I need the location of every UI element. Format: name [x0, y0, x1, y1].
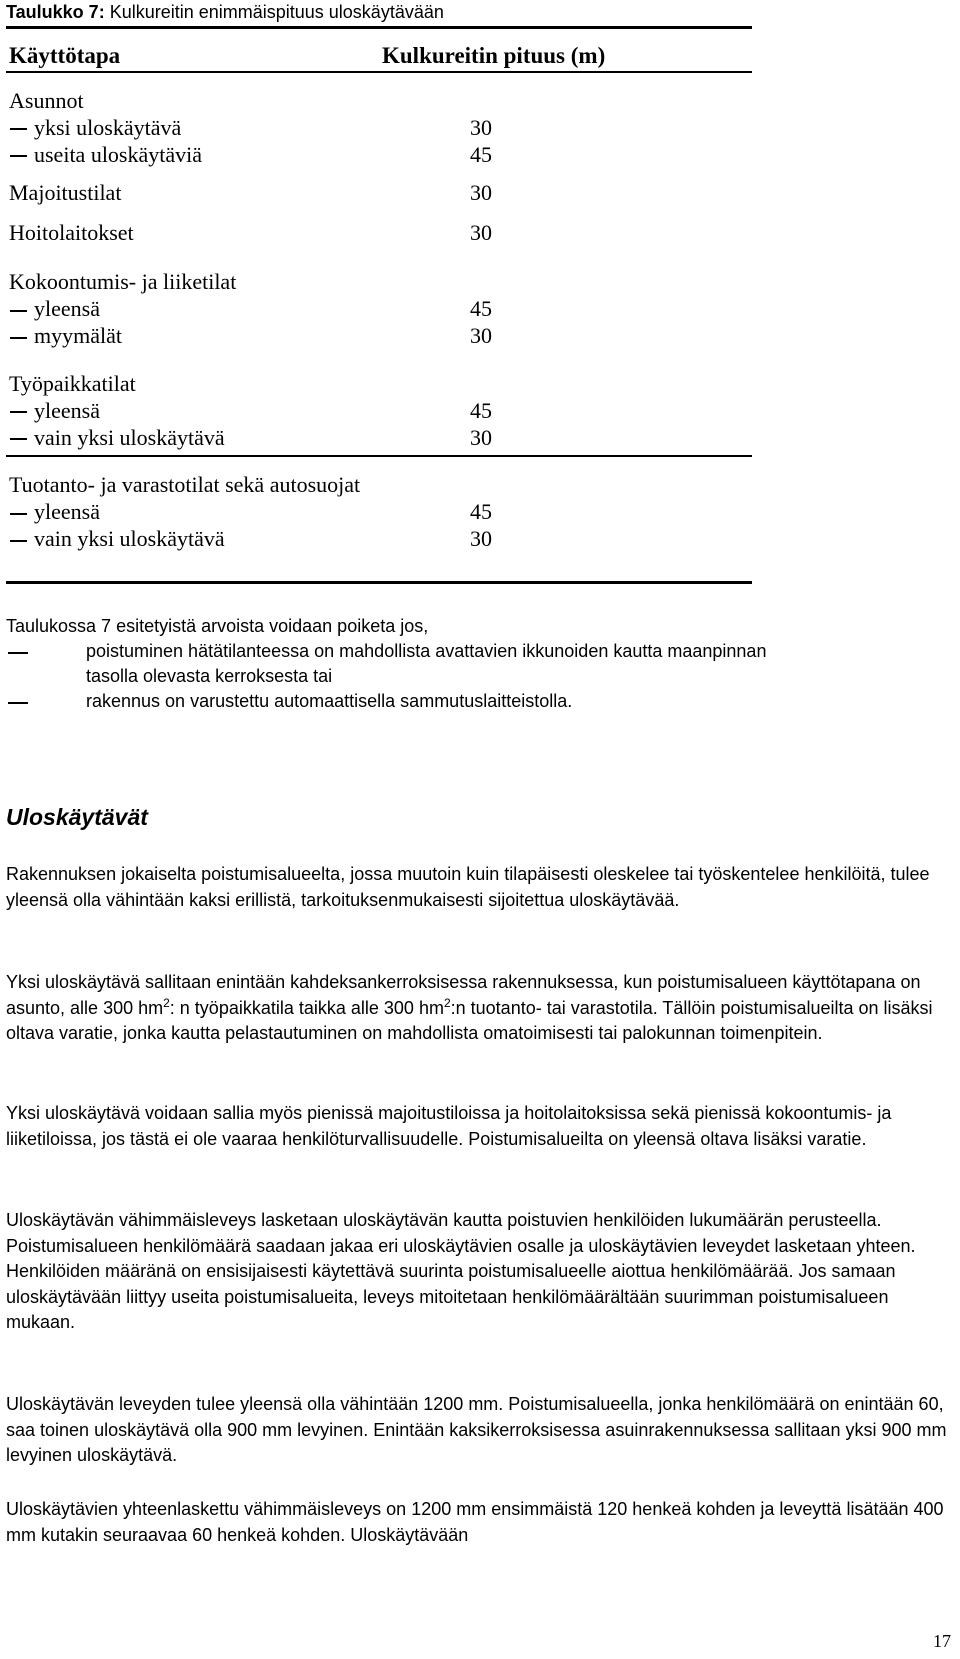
- exception-item-1-line2: tasolla olevasta kerroksesta tai: [86, 666, 333, 686]
- paragraph-2-part-c: :n tuotanto- tai varastotila. Tällöin poistumisalueilta on lisäksi oltava varatie, jonka kautta pelastautuminen on mahdollista omatoimisesti tai palokunnan toimenpitein.: [6, 997, 933, 1043]
- table-item-label: yleensä: [34, 398, 100, 423]
- dash-icon: [8, 702, 28, 704]
- dash-icon: [10, 310, 27, 312]
- table-single-value: 30: [470, 180, 492, 205]
- table-single-value: 30: [470, 220, 492, 245]
- dash-icon: [10, 411, 27, 413]
- dash-icon: [8, 652, 28, 654]
- exception-item-1-line1: poistuminen hätätilanteessa on mahdollista avattavien ikkunoiden kautta maanpinnan: [86, 641, 767, 661]
- table-single-label: Hoitolaitokset: [9, 220, 134, 245]
- paragraph-1: Rakennuksen jokaiselta poistumisalueelta, jossa muutoin kuin tilapäisesti oleskelee tai työskentelee henkilöitä, tulee yleensä olla vähintään kaksi erillistä, tarkoituksenmukaisesti sijoitettua uloskäytävää.: [6, 864, 930, 910]
- paragraph-3: Yksi uloskäytävä voidaan sallia myös pienissä majoitustiloissa ja hoitolaitoksissa sekä pienissä kokoontumis- ja liiketiloissa, jos tästä ei ole vaaraa henkilöturvallisuudelle. Poistumisalueilta on yleensä oltava lisäksi varatie.: [6, 1103, 892, 1149]
- table-single-label: Majoitustilat: [9, 180, 122, 205]
- table-caption-text: Kulkureitin enimmäispituus uloskäytävään: [104, 2, 444, 22]
- table-item-value: 30: [470, 425, 492, 450]
- table-figure: [6, 26, 752, 592]
- page-number: 17: [933, 1631, 951, 1651]
- table-item-label: myymälät: [34, 323, 122, 348]
- table-item-value: 30: [470, 526, 492, 551]
- paragraph-4: Uloskäytävän vähimmäisleveys lasketaan uloskäytävän kautta poistuvien henkilöiden lukumäärän perusteella. Poistumisalueen henkilömäärä saadaan jakaa eri uloskäytävien osalle ja uloskäytävien leveydet lasketaan yhteen. Henkilöiden määränä on ensisijaisesti käytettävä suurinta poistumisalueelle aiottua henkilömäärää. Jos samaan uloskäytävään liittyy useita poistumisalueita, leveys mitoitetaan henkilömäärältään suurimman poistumisalueen mukaan.: [6, 1210, 916, 1332]
- superscript: 2: [163, 995, 170, 1010]
- table-group-label: Asunnot: [9, 88, 84, 113]
- table-item-value: 45: [470, 398, 492, 423]
- table-header-length: Kulkureitin pituus (m): [382, 43, 606, 68]
- paragraph-2-part-b: : n työpaikkatila taikka alle 300 hm: [169, 997, 444, 1018]
- table-item-label: yleensä: [34, 296, 100, 321]
- exceptions-intro: Taulukossa 7 esitetyistä arvoista voidaan poiketa jos,: [6, 616, 429, 636]
- table-item-label: yleensä: [34, 499, 100, 524]
- exception-item-2: rakennus on varustettu automaattisella sammutuslaitteistolla.: [86, 691, 573, 711]
- dash-icon: [10, 128, 27, 130]
- table-header-rule: [6, 71, 752, 73]
- table-item-value: 30: [470, 323, 492, 348]
- dash-icon: [10, 513, 27, 515]
- section-heading: Uloskäytävät: [6, 804, 148, 830]
- table-item-value: 45: [470, 296, 492, 321]
- dash-icon: [10, 155, 27, 157]
- table-group-label: Tuotanto- ja varastotilat sekä autosuojat: [9, 472, 361, 497]
- table-item-label: yksi uloskäytävä: [34, 115, 182, 140]
- dash-icon: [10, 540, 27, 542]
- table-item-label: useita uloskäytäviä: [34, 142, 203, 167]
- table-item-value: 45: [470, 499, 492, 524]
- paragraph-6: Uloskäytävien yhteenlaskettu vähimmäisleveys on 1200 mm ensimmäistä 120 henkeä kohden ja leveyttä lisätään 400 mm kutakin seuraavaa 60 henkeä kohden. Uloskäytävään: [6, 1499, 944, 1545]
- table-group-label: Kokoontumis- ja liiketilat: [9, 269, 237, 294]
- table-item-value: 45: [470, 142, 492, 167]
- dash-icon: [10, 438, 27, 440]
- table-item-label: vain yksi uloskäytävä: [34, 425, 225, 450]
- superscript: 2: [443, 995, 451, 1010]
- table-divider-rule: [6, 455, 752, 457]
- table-caption-label: Taulukko 7:: [6, 2, 105, 22]
- table-item-value: 30: [470, 115, 492, 140]
- table-bottom-rule: [6, 581, 752, 584]
- dash-icon: [10, 337, 27, 339]
- table-header-usage: Käyttötapa: [9, 43, 121, 68]
- paragraph-2: [6, 970, 954, 1047]
- table-item-label: vain yksi uloskäytävä: [34, 526, 225, 551]
- table-top-rule: [6, 26, 752, 29]
- table-caption: [6, 1, 444, 23]
- paragraph-2-part-a: Yksi uloskäytävä sallitaan enintään kahdeksankerroksisessa rakennuksessa, kun poistumisalueen käyttötapana on asunto, alle 300 hm: [6, 972, 921, 1018]
- paragraph-5: Uloskäytävän leveyden tulee yleensä olla vähintään 1200 mm. Poistumisalueella, jonka henkilömäärä on enintään 60, saa toinen uloskäytävä olla 900 mm levyinen. Enintään kaksikerroksisessa asuinrakennuksessa sallitaan yksi 900 mm levyinen uloskäytävä.: [6, 1394, 947, 1465]
- table-group-label: Työpaikkatilat: [9, 371, 136, 396]
